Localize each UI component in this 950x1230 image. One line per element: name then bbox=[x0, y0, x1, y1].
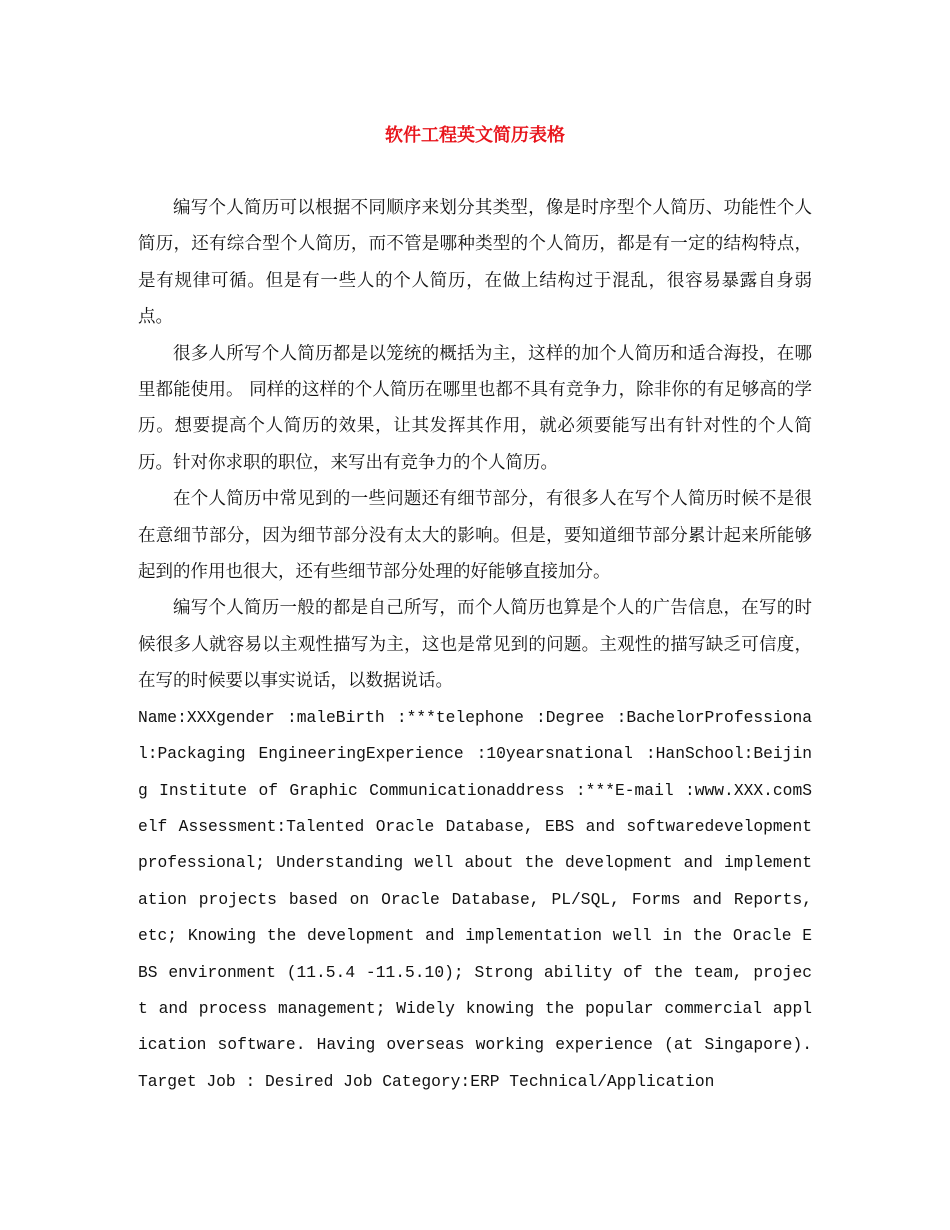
paragraph-resume-types: 编写个人简历可以根据不同顺序来划分其类型，像是时序型个人简历、功能性个人简历，还有综合型个人简历，而不管是哪种类型的个人简历，都是有一定的结构特点，是有规律可循。但是有一些人的个人简历，在做上结构过于混乱，很容易暴露自身弱点。 bbox=[138, 198, 812, 328]
english-resume-text: Name:XXXgender :maleBirth :***telephone :Degree :BachelorProfessional:Packaging EngineeringExperience :10yearsnational :HanSchool:Beijing Institute of Graphic Communicationaddress :***E-mail :www.XXX.comSelf Assessment:Talented Oracle Database, EBS and softwaredevelopment professional; Understanding well about the development and implementation projects based on Oracle Database, PL/SQL, Forms and Reports, etc; Knowing the development and implementation well in the Oracle EBS environment (11.5.4 -11.5.10); Strong ability of the team, project and process management; Widely knowing the popular commercial application software. Having overseas working experience (at Singapore).Target Job : Desired Job Category:ERP Technical/Application bbox=[138, 707, 812, 1091]
paragraph-details: 在个人简历中常见到的一些问题还有细节部分，有很多人在写个人简历时候不是很在意细节部分，因为细节部分没有太大的影响。但是，要知道细节部分累计起来所能够起到的作用也很大，还有些细节部分处理的好能够直接加分。 bbox=[138, 489, 812, 583]
document-body bbox=[138, 190, 812, 1100]
paragraph-subjective-writing: 编写个人简历一般的都是自己所写，而个人简历也算是个人的广告信息，在写的时候很多人就容易以主观性描写为主，这也是常见到的问题。主观性的描写缺乏可信度，在写的时候要以事实说话，以数据说话。 bbox=[138, 598, 812, 692]
document-title: 软件工程英文简历表格 bbox=[385, 125, 565, 146]
paragraph-generic-resume: 很多人所写个人简历都是以笼统的概括为主，这样的加个人简历和适合海投，在哪里都能使用。 同样的这样的个人简历在哪里也都不具有竞争力，除非你的有足够高的学历。想要提高个人简历的效果，让其发挥其作用，就必须要能写出有针对性的个人简历。针对你求职的职位，来写出有竞争力的个人简历。 bbox=[138, 343, 812, 473]
